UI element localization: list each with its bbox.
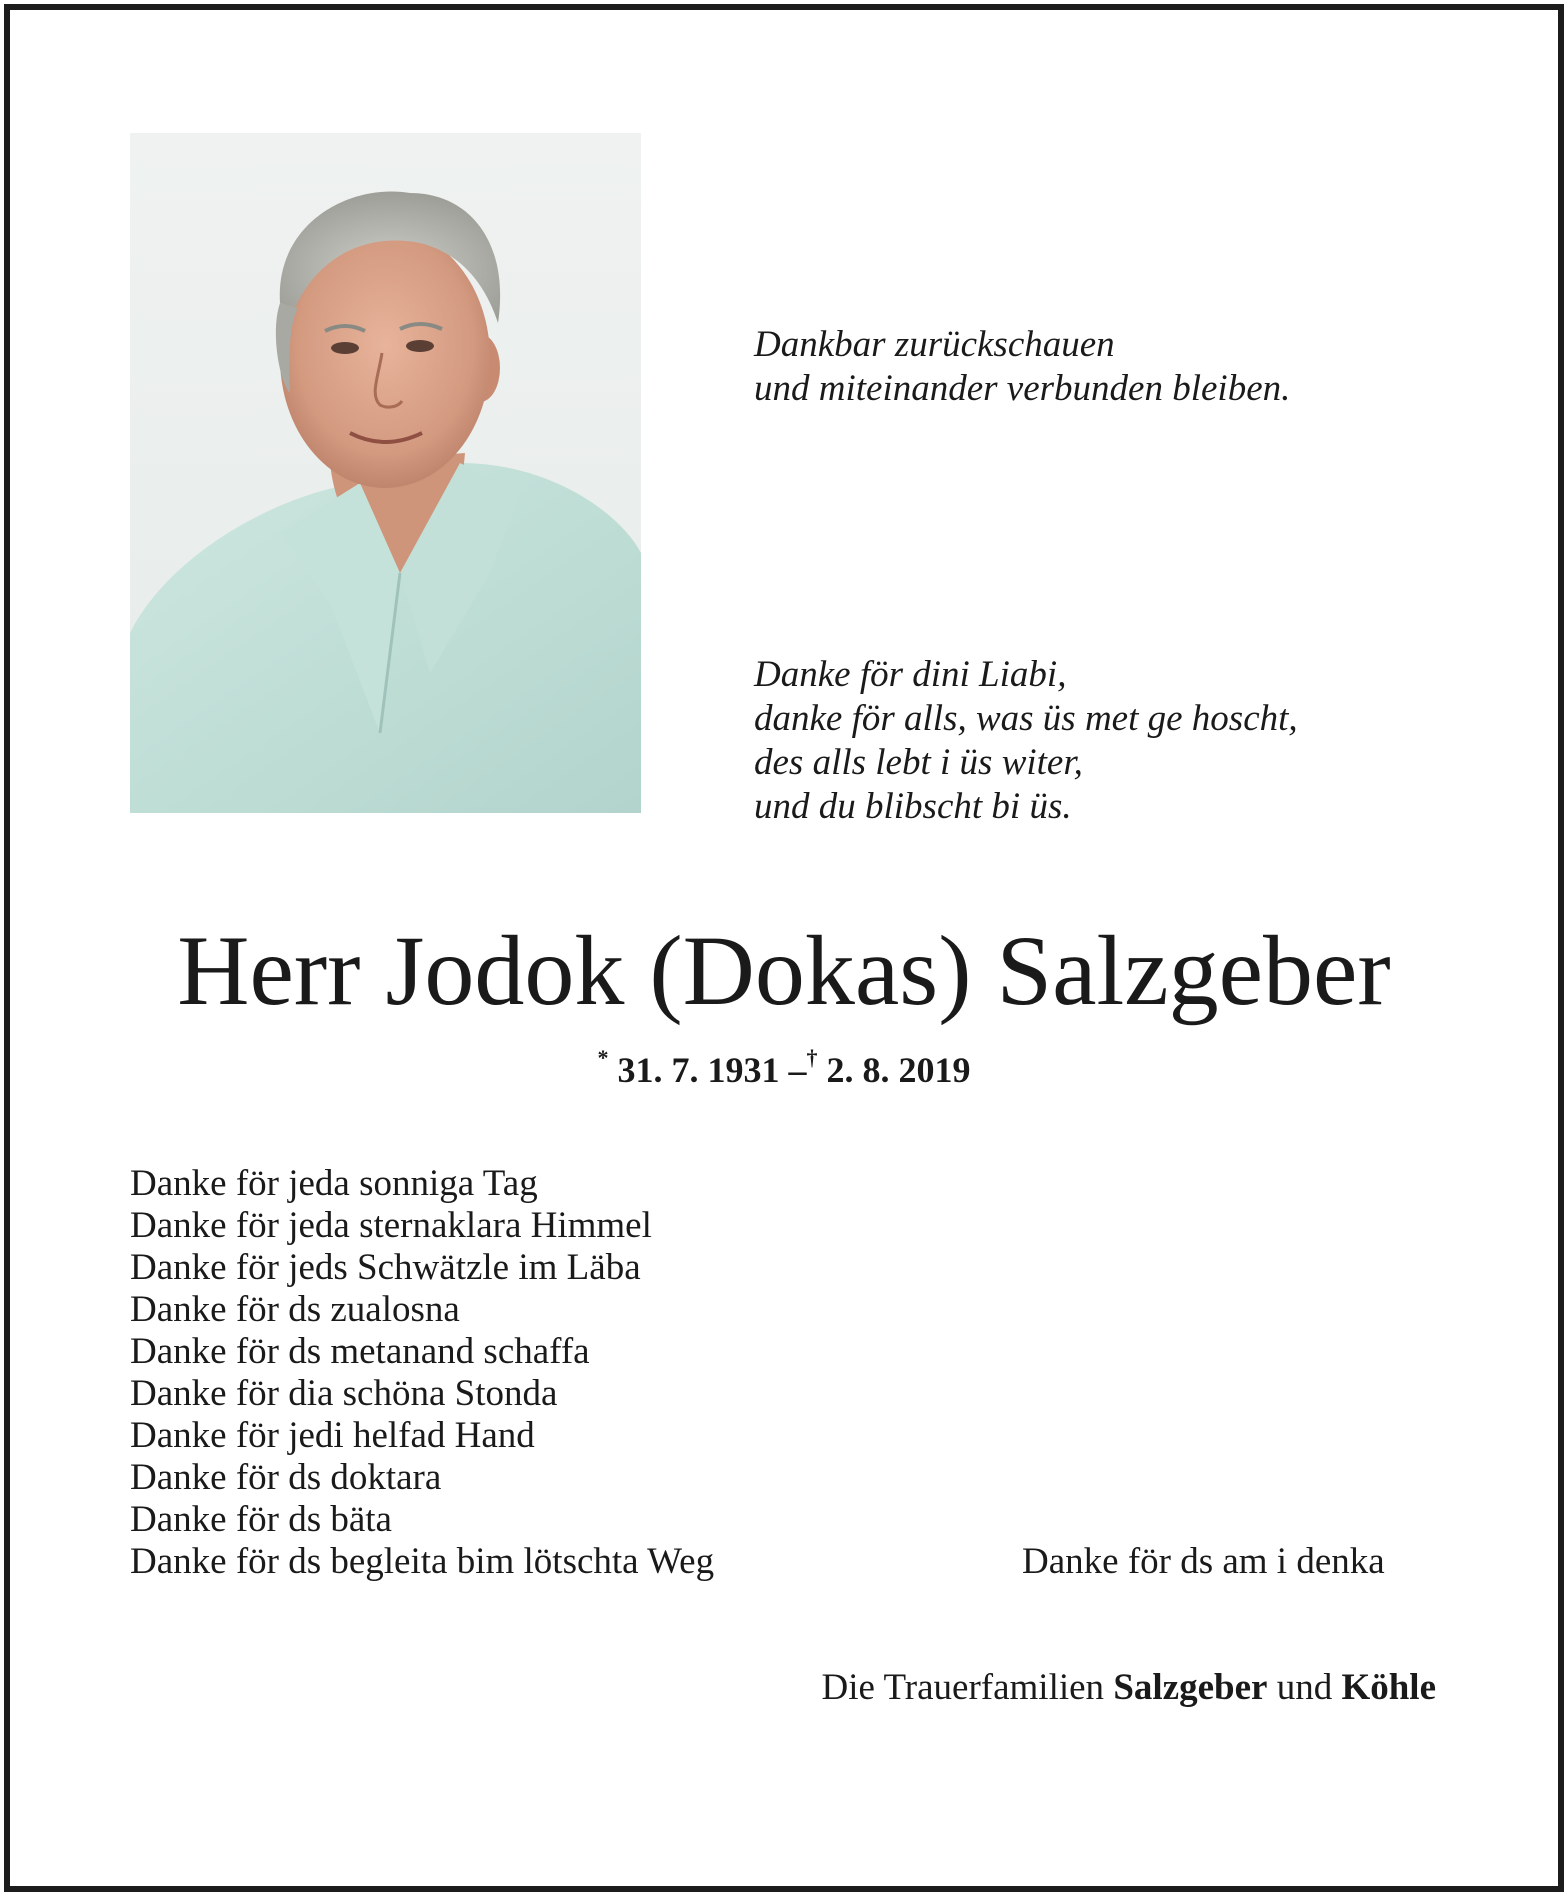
quote-bottom-line-4: und du blibscht bi üs.: [754, 786, 1072, 827]
quote-bottom-line-3: des alls lebt i üs witer,: [754, 742, 1083, 783]
date-separator: –: [788, 1050, 807, 1090]
quote-bottom-line-1: Danke för dini Liabi,: [754, 654, 1067, 695]
quote-top: [754, 323, 1290, 411]
birth-date: 31. 7. 1931: [617, 1050, 780, 1090]
signature-prefix: Die Trauerfamilien: [821, 1667, 1105, 1708]
thanks-line: Danke för jeds Schwätzle im Läba: [130, 1247, 641, 1288]
quote-top-line-2: und miteinander verbunden bleiben.: [754, 368, 1291, 409]
thanks-remembrance: Danke för ds am i denka: [1022, 1541, 1385, 1582]
thanks-line: Danke för jeda sternaklara Himmel: [130, 1205, 652, 1246]
birth-star-icon: *: [597, 1045, 609, 1070]
quote-bottom-line-2: danke för alls, was üs met ge hoscht,: [754, 698, 1298, 739]
portrait-photo: [130, 133, 641, 813]
thanks-list: [130, 1163, 714, 1583]
thanks-line: Danke för dia schöna Stonda: [130, 1373, 558, 1414]
thanks-line: Danke för ds bäta: [130, 1499, 392, 1540]
thanks-line: Danke för ds begleita bim lötschta Weg: [130, 1541, 715, 1582]
deceased-name: Herr Jodok (Dokas) Salzgeber: [177, 915, 1391, 1026]
thanks-line: Danke för ds zualosna: [130, 1289, 460, 1330]
thanks-line: Danke för jedi helfad Hand: [130, 1415, 535, 1456]
quote-top-line-1: Dankbar zurückschauen: [754, 324, 1115, 365]
signature-conjunction: und: [1276, 1667, 1333, 1708]
thanks-line: Danke för ds metanand schaffa: [130, 1331, 590, 1372]
family-name-1: Salzgeber: [1113, 1667, 1268, 1708]
life-dates: [0, 1040, 1568, 1092]
thanks-line: Danke för ds doktara: [130, 1457, 442, 1498]
quote-bottom: [754, 653, 1298, 829]
death-date: 2. 8. 2019: [826, 1050, 971, 1090]
thanks-line: Danke för jeda sonniga Tag: [130, 1163, 538, 1204]
signature: [821, 1666, 1436, 1710]
family-name-2: Köhle: [1341, 1667, 1436, 1708]
death-cross-icon: †: [806, 1045, 818, 1070]
